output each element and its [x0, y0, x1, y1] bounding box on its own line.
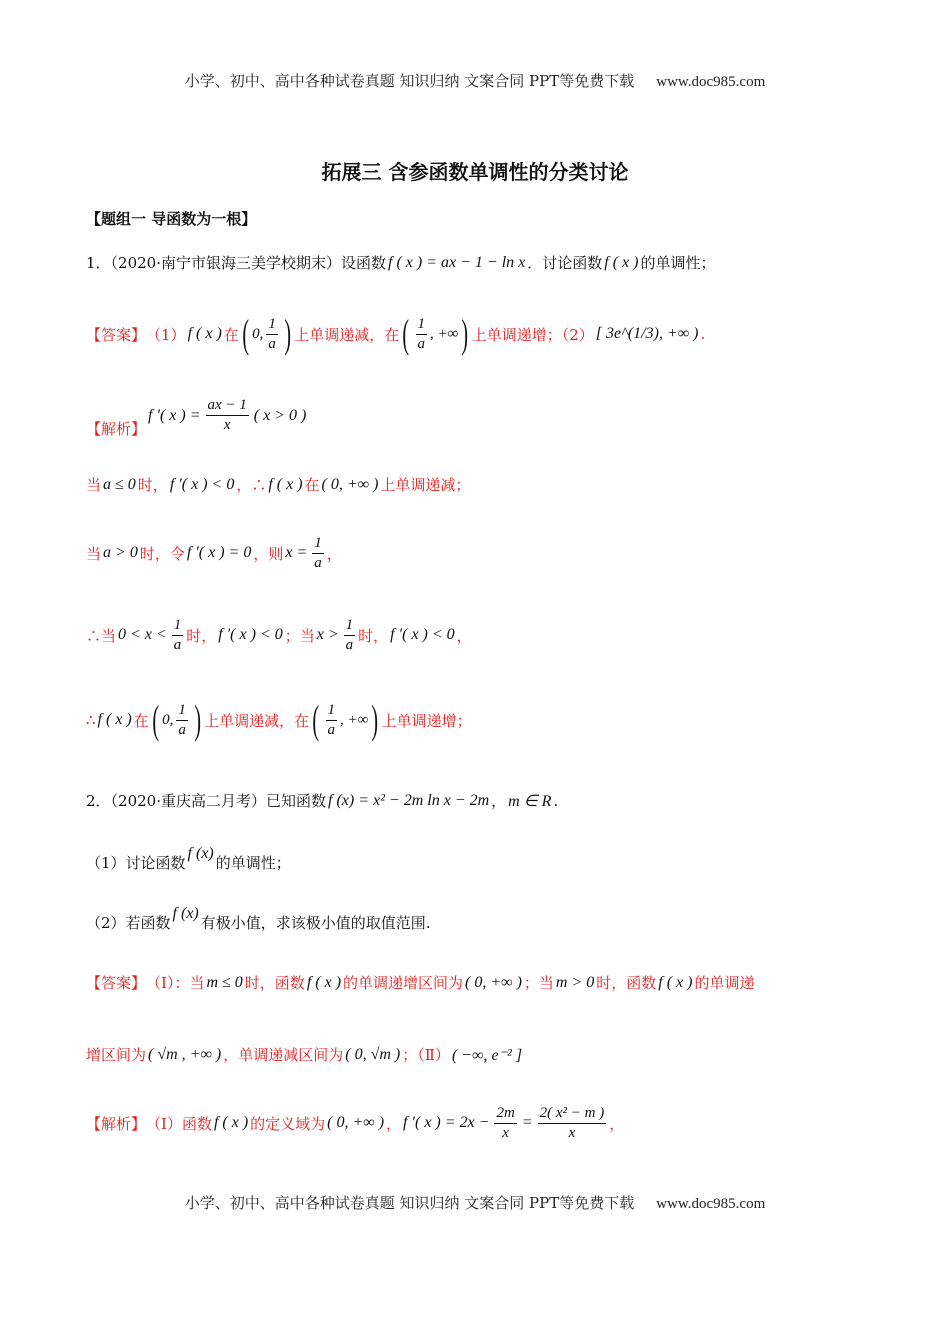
q2-a-cond1: m ≤ 0	[206, 973, 243, 991]
q2-stem-formula: f (x) = x² − 2m ln x − 2m	[328, 791, 490, 809]
q2-an-den1: x	[502, 1124, 509, 1141]
q2-a-fx1: f ( x )	[306, 973, 342, 991]
q1-int1-frac	[266, 315, 278, 354]
q1-c3-fp: f ′( x ) < 0	[218, 626, 283, 644]
q2-a2-int2: ( 0, √m )	[345, 1045, 401, 1063]
q2-p2-suffix: 有极小值，求该极小值的取值范围.	[200, 914, 431, 932]
q2-a-shi1: 时，函数	[244, 974, 305, 992]
footer-text: 小学、初中、高中各种试卷真题 知识归纳 文案合同 PPT等免费下载	[184, 1194, 635, 1212]
q1-int2-frac	[416, 315, 428, 354]
q1-c2-frac	[312, 534, 324, 573]
q1-answer-dec: 上单调递减，在	[294, 325, 400, 344]
q2-an-den2: x	[568, 1124, 576, 1141]
q1-c3-den2: a	[345, 636, 354, 653]
q2-stem-end: .	[553, 791, 559, 810]
q1-int2-den: a	[417, 335, 426, 352]
q1-c4-den2: a	[327, 721, 336, 738]
q2-a2-dec: ，单调递减区间为	[223, 1046, 344, 1064]
q1-c2-dang: 当	[86, 544, 102, 563]
q1-answer-part1: （1）	[146, 325, 186, 344]
q1-c4-so: ∴	[86, 711, 96, 729]
q1-c2-fp: f ′( x ) = 0	[186, 544, 252, 562]
q1-c1-so: ，∴	[236, 476, 267, 494]
q2-an-end: ，	[609, 1114, 625, 1133]
q1-c4-fx: f ( x )	[97, 711, 132, 728]
q1-case2	[86, 534, 342, 573]
q2-stem	[86, 790, 558, 811]
q1-stem-formula: f ( x ) = ax − 1 − ln x	[388, 253, 526, 271]
q1-c4-num: 1	[176, 701, 188, 721]
q1-c2-cond: a > 0	[103, 544, 138, 562]
q1-c3-frac	[172, 616, 184, 655]
q1-stem-suffix: 的单调性；	[640, 254, 716, 272]
q1-c4-interval-1: ( 0, $\frac{1}{a}$ )	[152, 697, 201, 742]
q2-stem-comma: ，	[491, 792, 507, 810]
q2-a-inc1: 的单调递增区间为	[343, 974, 464, 992]
q1-deriv-lhs: f ′( x ) =	[148, 406, 201, 424]
q1-stem	[86, 252, 715, 273]
q2-an-fx: f ( x )	[213, 1114, 249, 1132]
q1-deriv-frac	[206, 396, 249, 435]
q1-c1-dang: 当	[86, 476, 102, 494]
q2-an-num1: 2m	[494, 1104, 516, 1124]
q1-c2-den: a	[314, 554, 322, 571]
q1-c3-num2: 1	[344, 616, 356, 636]
q1-c3-so: ∴当	[86, 626, 117, 645]
footer-url[interactable]: www.doc985.com	[656, 1196, 766, 1212]
q2-an-lhs: f ′( x ) = 2x −	[403, 1114, 490, 1132]
q1-c1-shi: 时，	[137, 476, 168, 494]
q2-p1-prefix: （1）讨论函数	[86, 854, 186, 872]
q1-c1-fp: f ′( x ) < 0	[169, 475, 235, 493]
q1-c4-zai: 在	[133, 711, 149, 730]
q2-analysis-label: 【解析】	[86, 1114, 147, 1133]
q1-c4-interval-2: ( $\frac{1}{a}$ , +∞ )	[312, 697, 379, 742]
q1-c3-cond: 0 < x <	[118, 626, 167, 644]
q1-c1-fx: f ( x )	[268, 475, 303, 493]
q1-analysis-label: 【解析】	[86, 420, 147, 438]
q2-a-int1: ( 0, +∞ )	[465, 973, 522, 991]
q1-c3-frac2	[344, 616, 356, 655]
q1-c3-mid: ；当	[284, 626, 315, 645]
q1-deriv-den: x	[223, 417, 231, 433]
q1-c1-zai: 在	[304, 476, 320, 494]
q2-a2-head: 增区间为	[86, 1046, 147, 1064]
header-url[interactable]: www.doc985.com	[656, 74, 766, 90]
q2-stem-m: m ∈ R	[508, 792, 552, 810]
q2-p1-fx: f (x)	[187, 844, 214, 862]
q1-interval-2: ( $\frac{1}{a}$ , +∞ )	[402, 311, 469, 356]
q1-c4-dec: 上单调递减，在	[204, 711, 310, 730]
q1-case1	[86, 474, 470, 495]
q1-c3-shi2: 时，	[358, 626, 389, 645]
q1-int1-left: 0,	[252, 325, 264, 342]
q2-a-shi2: 时，函数	[596, 974, 657, 992]
q1-deriv-cond: ( x > 0 )	[253, 406, 307, 424]
q2-stem-prefix: 2．（2020·重庆高二月考）已知函数	[86, 792, 326, 810]
q1-int2-num: 1	[416, 315, 428, 335]
q1-c3-end: ，	[456, 626, 472, 645]
q1-c4-right: , +∞	[340, 711, 369, 728]
q1-c4-frac2	[326, 701, 338, 740]
q2-a-1: （Ⅰ）：当	[146, 974, 205, 992]
q1-c1-cond: a ≤ 0	[103, 475, 136, 493]
q1-c4-num2: 1	[326, 701, 338, 721]
q2-an-num2: 2( x² − m )	[538, 1104, 607, 1124]
q2-an-comma: ，	[386, 1114, 402, 1133]
page-footer	[0, 1192, 950, 1213]
q1-c2-ling: 时，令	[139, 544, 185, 563]
q1-c4-inc: 上单调递增；	[381, 711, 472, 730]
q1-c1-dec: 上单调递减；	[380, 476, 471, 494]
q2-an-frac2	[538, 1104, 607, 1143]
q2-a2-sep: ；（Ⅱ）	[402, 1046, 450, 1064]
q1-c3-cond2: x >	[316, 626, 339, 644]
group-heading: 【题组一 导函数为一根】	[86, 210, 257, 228]
q2-an-eq: =	[521, 1114, 533, 1132]
q2-analysis	[86, 1104, 624, 1143]
q1-answer-at: 在	[223, 325, 239, 344]
q2-p2-fx: f (x)	[172, 904, 199, 922]
q2-p2-prefix: （2）若函数	[86, 914, 171, 932]
header-text: 小学、初中、高中各种试卷真题 知识归纳 文案合同 PPT等免费下载	[184, 72, 635, 90]
q2-part1	[86, 844, 291, 873]
q2-an-int: ( 0, +∞ )	[327, 1114, 385, 1132]
q1-c1-int: ( 0, +∞ )	[321, 475, 379, 493]
q1-answer-part2: [ 3e^(1/3), +∞ )	[595, 325, 699, 342]
page-title: 拓展三 含参函数单调性的分类讨论	[321, 160, 629, 184]
q1-answer-end: .	[700, 325, 706, 343]
q1-c4-frac	[176, 701, 188, 740]
q2-p1-suffix: 的单调性；	[215, 854, 291, 872]
q1-int2-right: , +∞	[430, 325, 459, 342]
q1-answer	[86, 311, 706, 356]
q1-c2-end: ，	[326, 544, 342, 563]
q2-a-cond2: m > 0	[555, 973, 595, 991]
q1-c2-num: 1	[312, 534, 324, 554]
q1-stem-prefix: 1．（2020·南宁市银海三美学校期末）设函数	[86, 254, 386, 272]
q1-c3-num: 1	[172, 616, 184, 636]
q2-answer-label: 【答案】	[86, 974, 147, 992]
q1-answer-inc: 上单调递增；（2）	[471, 325, 594, 344]
q1-c2-x: x =	[285, 544, 308, 562]
q2-a-fx2: f ( x )	[658, 973, 693, 991]
q1-deriv-num: ax − 1	[206, 396, 249, 416]
q1-int1-num: 1	[266, 315, 278, 335]
q2-answer-cont	[86, 1044, 524, 1065]
q2-an-dom: 的定义域为	[250, 1114, 326, 1133]
q2-an-1: （Ⅰ）函数	[146, 1114, 212, 1133]
q1-stem-fx: f ( x )	[604, 253, 639, 271]
q1-answer-label: 【答案】	[86, 325, 147, 344]
q2-part2	[86, 904, 431, 933]
q1-c3-fp2: f ′( x ) < 0	[390, 626, 455, 644]
q1-case3	[86, 616, 472, 655]
q2-a2-int1: ( √m , +∞ )	[148, 1045, 222, 1063]
q1-case4	[86, 697, 472, 742]
q2-a-tail: 的单调递	[694, 974, 755, 992]
q1-c3-shi: 时，	[186, 626, 217, 645]
q1-int1-den: a	[268, 335, 276, 352]
q1-c3-den: a	[173, 636, 182, 653]
q1-c4-left: 0,	[162, 711, 174, 728]
q2-answer	[86, 972, 755, 993]
q1-stem-mid: ．讨论函数	[527, 254, 603, 272]
q1-answer-fx: f ( x )	[187, 325, 222, 342]
q1-c2-ze: ，则	[253, 544, 284, 563]
q1-c4-den: a	[178, 721, 186, 738]
q1-analysis	[86, 392, 308, 439]
q2-an-frac1	[494, 1104, 516, 1143]
q1-interval-1: ( 0, $\frac{1}{a}$ )	[242, 311, 291, 356]
q2-a2-range: ( −∞, e⁻² ]	[451, 1046, 523, 1064]
page-header	[0, 70, 950, 91]
q2-a-mid: ；当	[523, 974, 554, 992]
